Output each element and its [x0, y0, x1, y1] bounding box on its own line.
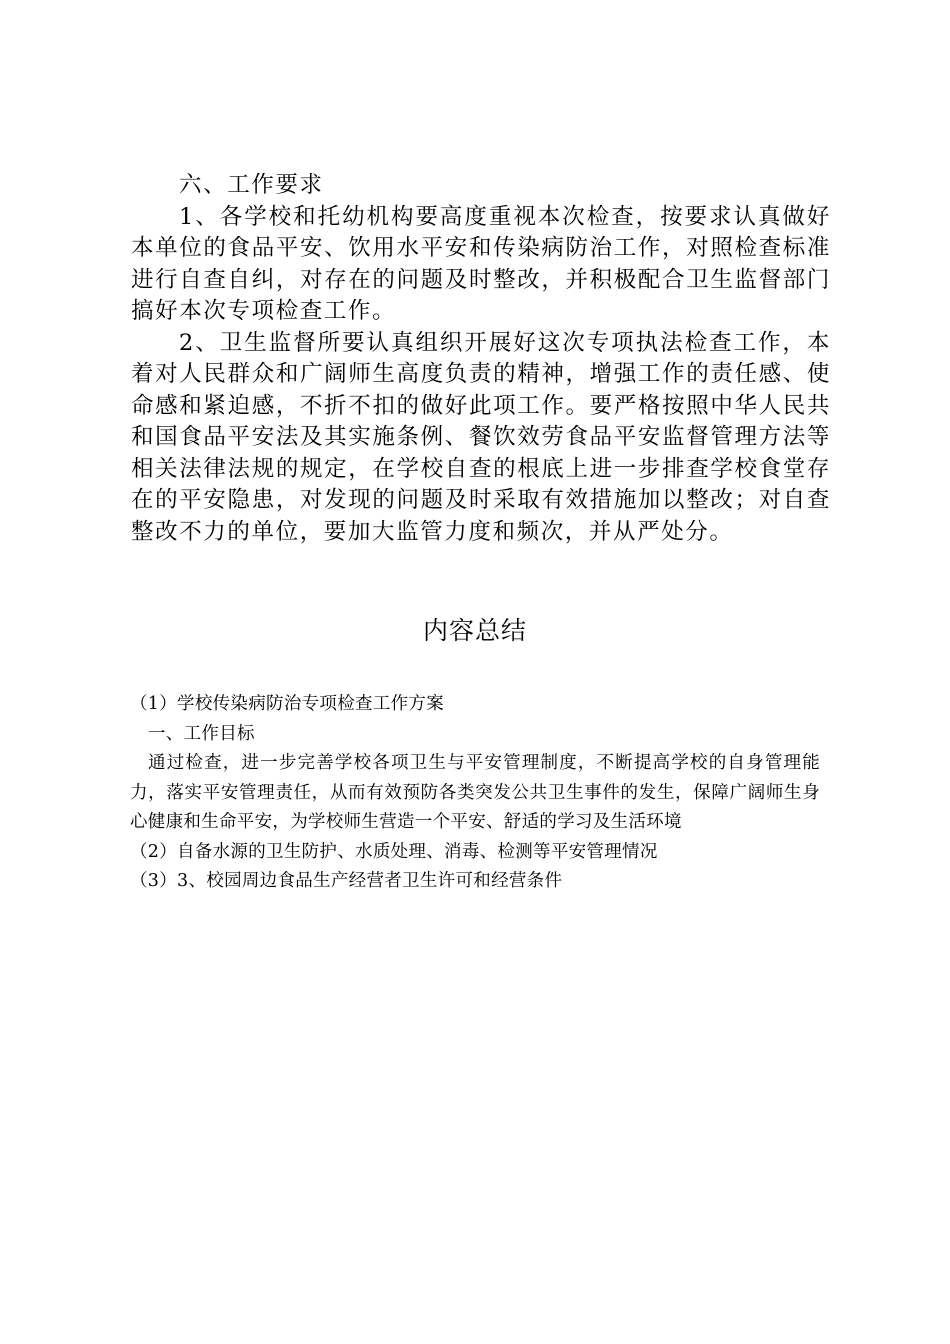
summary-section [130, 690, 820, 897]
summary-item-2: （2）自备水源的卫生防护、水质处理、消毒、检测等平安管理情况 [130, 841, 658, 862]
work-requirements-section [131, 170, 831, 548]
summary-title: 内容总结 [422, 616, 527, 645]
summary-item-1: （1）学校传染病防治专项检查工作方案 [130, 694, 445, 714]
requirement-paragraph-2: 2、卫生监督所要认真组织开展好这次专项执法检查工作，本着对人民群众和广阔师生高度负责的精神，增强工作的责任感、使命感和紧迫感，不折不扣的做好此项工作。要严格按照中华人民共和国食品平安法及其实施条例、餐饮效劳食品平安监督管理方法等相关法律法规的规定，在学校自查的根底上进一步排查学校食堂存在的平安隐患，对发现的问题及时采取有效措施加以整改；对自查整改不力的单位，要加大监管力度和频次，并从严处分。 [131, 329, 831, 545]
summary-item-3: （3）3、校园周边食品生产经营者卫生许可和经营条件 [130, 871, 563, 891]
section-heading: 六、工作要求 [179, 172, 324, 198]
requirement-paragraph-1: 1、各学校和托幼机构要高度重视本次检查，按要求认真做好本单位的食品平安、饮用水平安和传染病防治工作，对照检查标准进行自查自纠，对存在的问题及时整改，并积极配合卫生监督部门搞好本次专项检查工作。 [131, 203, 831, 324]
summary-item-1-body: 通过检查，进一步完善学校各项卫生与平安管理制度，不断提高学校的自身管理能力，落实平安管理责任，从而有效预防各类突发公共卫生事件的发生，保障广阔师生身心健康和生命平安，为学校师生营造一个平安、舒适的学习及生活环境 [130, 753, 820, 832]
summary-item-1-subheading: 一、工作目标 [148, 723, 255, 744]
